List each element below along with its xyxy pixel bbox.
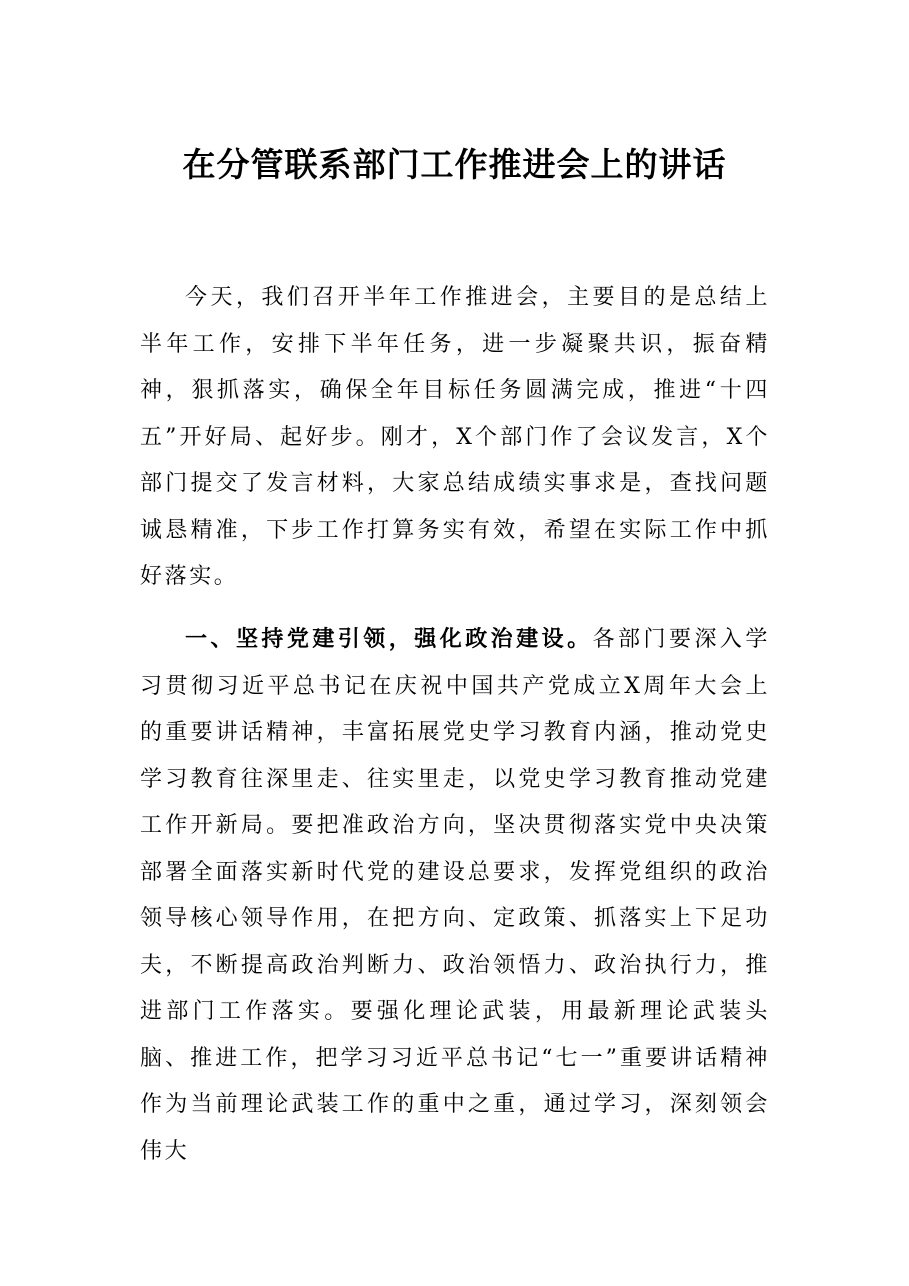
section-one-text: 各部门要深入学习贯彻习近平总书记在庆祝中国共产党成立X周年大会上的重要讲话精神，丰富拓展党史学习教育内涵，推动党史学习教育往深里走、往实里走，以党史学习教育推动党建工作开新局。要把准政治方向，坚决贯彻落实党中央决策部署全面落实新时代党的建设总要求，发挥党组织的政治领导核心领导作用，在把方向、定政策、抓落实上下足功夫，不断提高政治判断力、政治领悟力、政治执行力，推进部门工作落实。要强化理论武装，用最新理论武装头脑、推进工作，把学习习近平总书记“七一”重要讲话精神作为当前理论武装工作的重中之重，通过学习，深刻领会伟大 [140, 627, 770, 1164]
section-one-heading: 一、坚持党建引领，强化政治建设。 [185, 626, 593, 652]
document-title: 在分管联系部门工作推进会上的讲话 [182, 145, 727, 184]
paragraph-section-one [140, 616, 770, 1175]
paragraph-opening [140, 275, 770, 601]
paragraph-opening-text: 今天，我们召开半年工作推进会，主要目的是总结上半年工作，安排下半年任务，进一步凝聚共识，振奋精神，狠抓落实，确保全年目标任务圆满完成，推进“十四五”开好局、起好步。刚才，X个部门作了会议发言，X个部门提交了发言材料，大家总结成绩实事求是，查找问题诚恳精准，下步工作打算务实有效，希望在实际工作中抓好落实。 [140, 285, 770, 589]
